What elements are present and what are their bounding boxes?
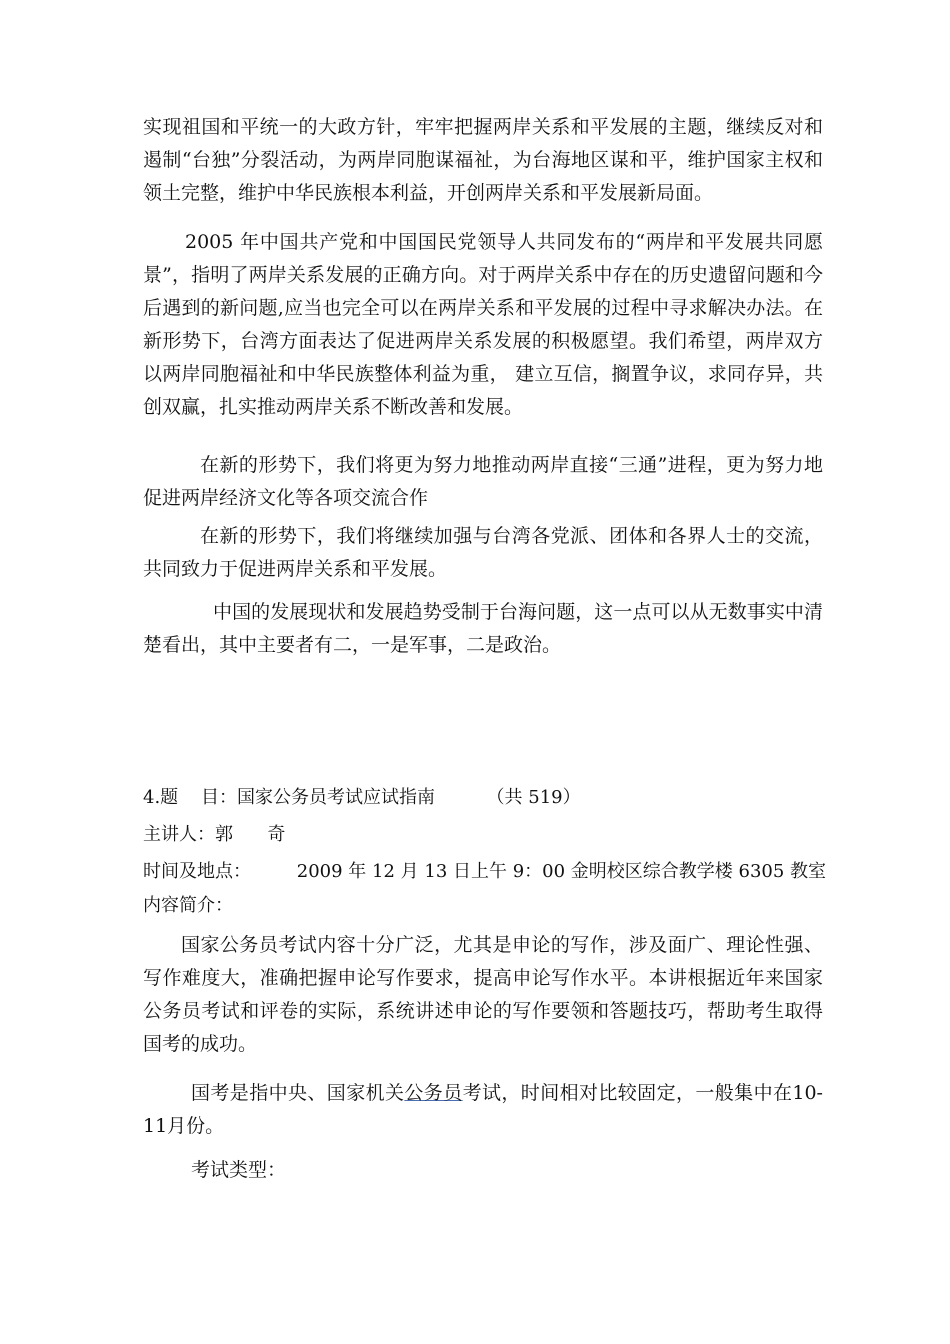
paragraph-policy: 实现祖国和平统一的大政方针，牢牢把握两岸关系和平发展的主题，继续反对和遏制“台独”分裂活动，为两岸同胞谋福祉，为台海地区谋和平，维护国家主权和领土完整，维护中华民族根本利益，开创两岸关系和平发展新局面。 (143, 116, 823, 204)
lecture-title: 4.题 目：国家公务员考试应试指南 （共 519） (143, 787, 581, 808)
exam-types-label: 考试类型： (191, 1159, 287, 1181)
paragraph-national-exam (143, 1077, 823, 1143)
paragraph-party-exchange: 在新的形势下，我们将继续加强与台湾各党派、团体和各界人士的交流，共同致力于促进两岸关系和平发展。 (143, 525, 823, 580)
lecture-speaker: 主讲人：郭 奇 (143, 824, 286, 845)
lecture-intro-paragraph: 国家公务员考试内容十分广泛，尤其是申论的写作，涉及面广、理论性强、写作难度大，准确把握申论写作要求，提高申论写作水平。本讲根据近年来国家公务员考试和评卷的实际，系统讲述申论的写作要领和答题技巧，帮助考生取得国考的成功。 (143, 934, 823, 1055)
paragraph-three-links: 在新的形势下，我们将更为努力地推动两岸直接“三通”进程，更为努力地促进两岸经济文化等各项交流合作 (143, 454, 823, 509)
paragraph-taiwan-issue: 中国的发展现状和发展趋势受制于台海问题，这一点可以从无数事实中清楚看出，其中主要者有二，一是军事，二是政治。 (143, 601, 823, 656)
paragraph-2005-vision: 2005 年中国共产党和中国国民党领导人共同发布的“两岸和平发展共同愿景”，指明了两岸关系发展的正确方向。对于两岸关系中存在的历史遗留问题和今后遇到的新问题,应当也完全可以在两岸关系和平发展的过程中寻求解决办法。在新形势下，台湾方面表达了促进两岸关系发展的积极愿望。我们希望，两岸双方以两岸同胞福祉和中华民族整体利益为重， 建立互信，搁置争议，求同存异，共创双赢，扎实推动两岸关系不断改善和发展。 (143, 231, 823, 418)
exam-text-after: 考试，时间相对比较固定，一般集中在10-11月份。 (143, 1082, 823, 1137)
civil-servant-link[interactable]: 公务员 (404, 1082, 463, 1104)
exam-text-before: 国考是指中央、国家机关 (191, 1082, 405, 1104)
lecture-intro-label: 内容简介： (143, 895, 233, 916)
lecture-time-place: 时间及地点： 2009 年 12 月 13 日上午 9：00 金明校区综合教学楼 6305 教室 (143, 861, 827, 882)
